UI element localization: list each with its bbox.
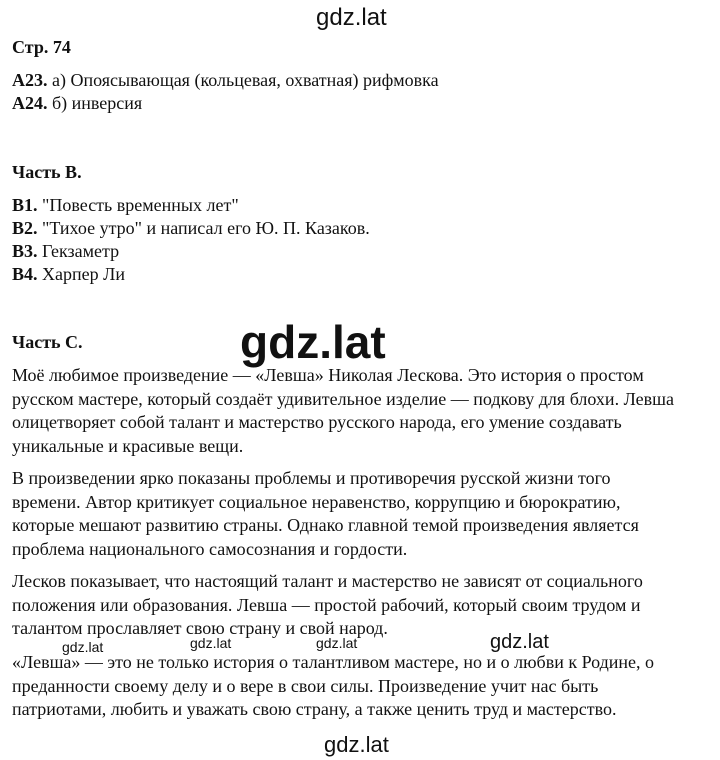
watermark-small-3: gdz.lat <box>316 635 358 651</box>
text-line: В произведении ярко показаны проблемы и противоречия русской жизни того <box>12 468 611 488</box>
text-line: талантом прославляет свою страну и свой народ. <box>12 618 388 638</box>
watermark-center: gdz.lat <box>240 316 386 368</box>
text-line: времени. Автор критикует социальное неравенство, коррупцию и бюрократию, <box>12 491 621 512</box>
watermark-small-1: gdz.lat <box>62 639 104 655</box>
watermark-small-2: gdz.lat <box>190 635 232 651</box>
text-line: Моё любимое произведение — «Левша» Николая Лескова. Это история о простом <box>12 365 644 385</box>
text-line: олицетворяет собой талант и мастерство русского народа, его умение создавать <box>12 412 622 432</box>
watermark-top: gdz.lat <box>316 4 387 31</box>
essay-paragraph-4 <box>12 651 712 722</box>
answer-text: б) инверсия <box>52 93 143 113</box>
essay-paragraph-1 <box>12 364 712 458</box>
watermark-medium: gdz.lat <box>490 631 549 653</box>
answer-number: А24. <box>12 93 48 113</box>
answer-text: Харпер Ли <box>42 264 125 284</box>
text-line: уникальные и красивые вещи. <box>12 435 244 456</box>
text-line: проблема национального самосознания и гордости. <box>12 538 408 559</box>
answer-b4 <box>12 263 125 285</box>
answer-number: В4. <box>12 264 38 284</box>
answer-text: а) Опоясывающая (кольцевая, охватная) рифмовка <box>52 70 439 90</box>
text-line: русском мастере, который создаёт удивительное изделие — подкову для блохи. Левша <box>12 388 674 409</box>
answer-text: Гекзаметр <box>42 241 120 261</box>
essay-paragraph-3 <box>12 570 712 641</box>
answer-b3 <box>12 240 119 262</box>
text-line: Лесков показывает, что настоящий талант и мастерство не зависят от социального <box>12 571 643 591</box>
answer-a24 <box>12 92 142 114</box>
text-line: которые мешают развитию страны. Однако главной темой произведения является <box>12 515 639 535</box>
essay-paragraph-2 <box>12 467 712 561</box>
page-label: Стр. 74 <box>12 37 71 57</box>
answer-b1 <box>12 194 239 216</box>
part-b-heading: Часть В. <box>12 162 82 182</box>
watermark-bottom: gdz.lat <box>324 732 389 757</box>
text-line: положения или образования. Левша — простой рабочий, который своим трудом и <box>12 594 641 615</box>
text-line: патриотами, любить и уважать свою страну, а также ценить труд и мастерство. <box>12 699 617 719</box>
answer-text: "Повесть временных лет" <box>42 195 239 215</box>
answer-number: В2. <box>12 218 38 238</box>
answer-b2 <box>12 217 370 239</box>
text-line: «Левша» — это не только история о талантливом мастере, но и о любви к Родине, о <box>12 652 655 672</box>
answer-text: "Тихое утро" и написал его Ю. П. Казаков. <box>42 218 370 238</box>
answer-a23 <box>12 69 439 91</box>
answer-number: В3. <box>12 241 38 261</box>
answer-number: В1. <box>12 195 38 215</box>
answer-number: А23. <box>12 70 48 90</box>
part-c-heading: Часть С. <box>12 332 83 352</box>
text-line: преданности своему делу и о вере в свои силы. Произведение учит нас быть <box>12 675 599 696</box>
